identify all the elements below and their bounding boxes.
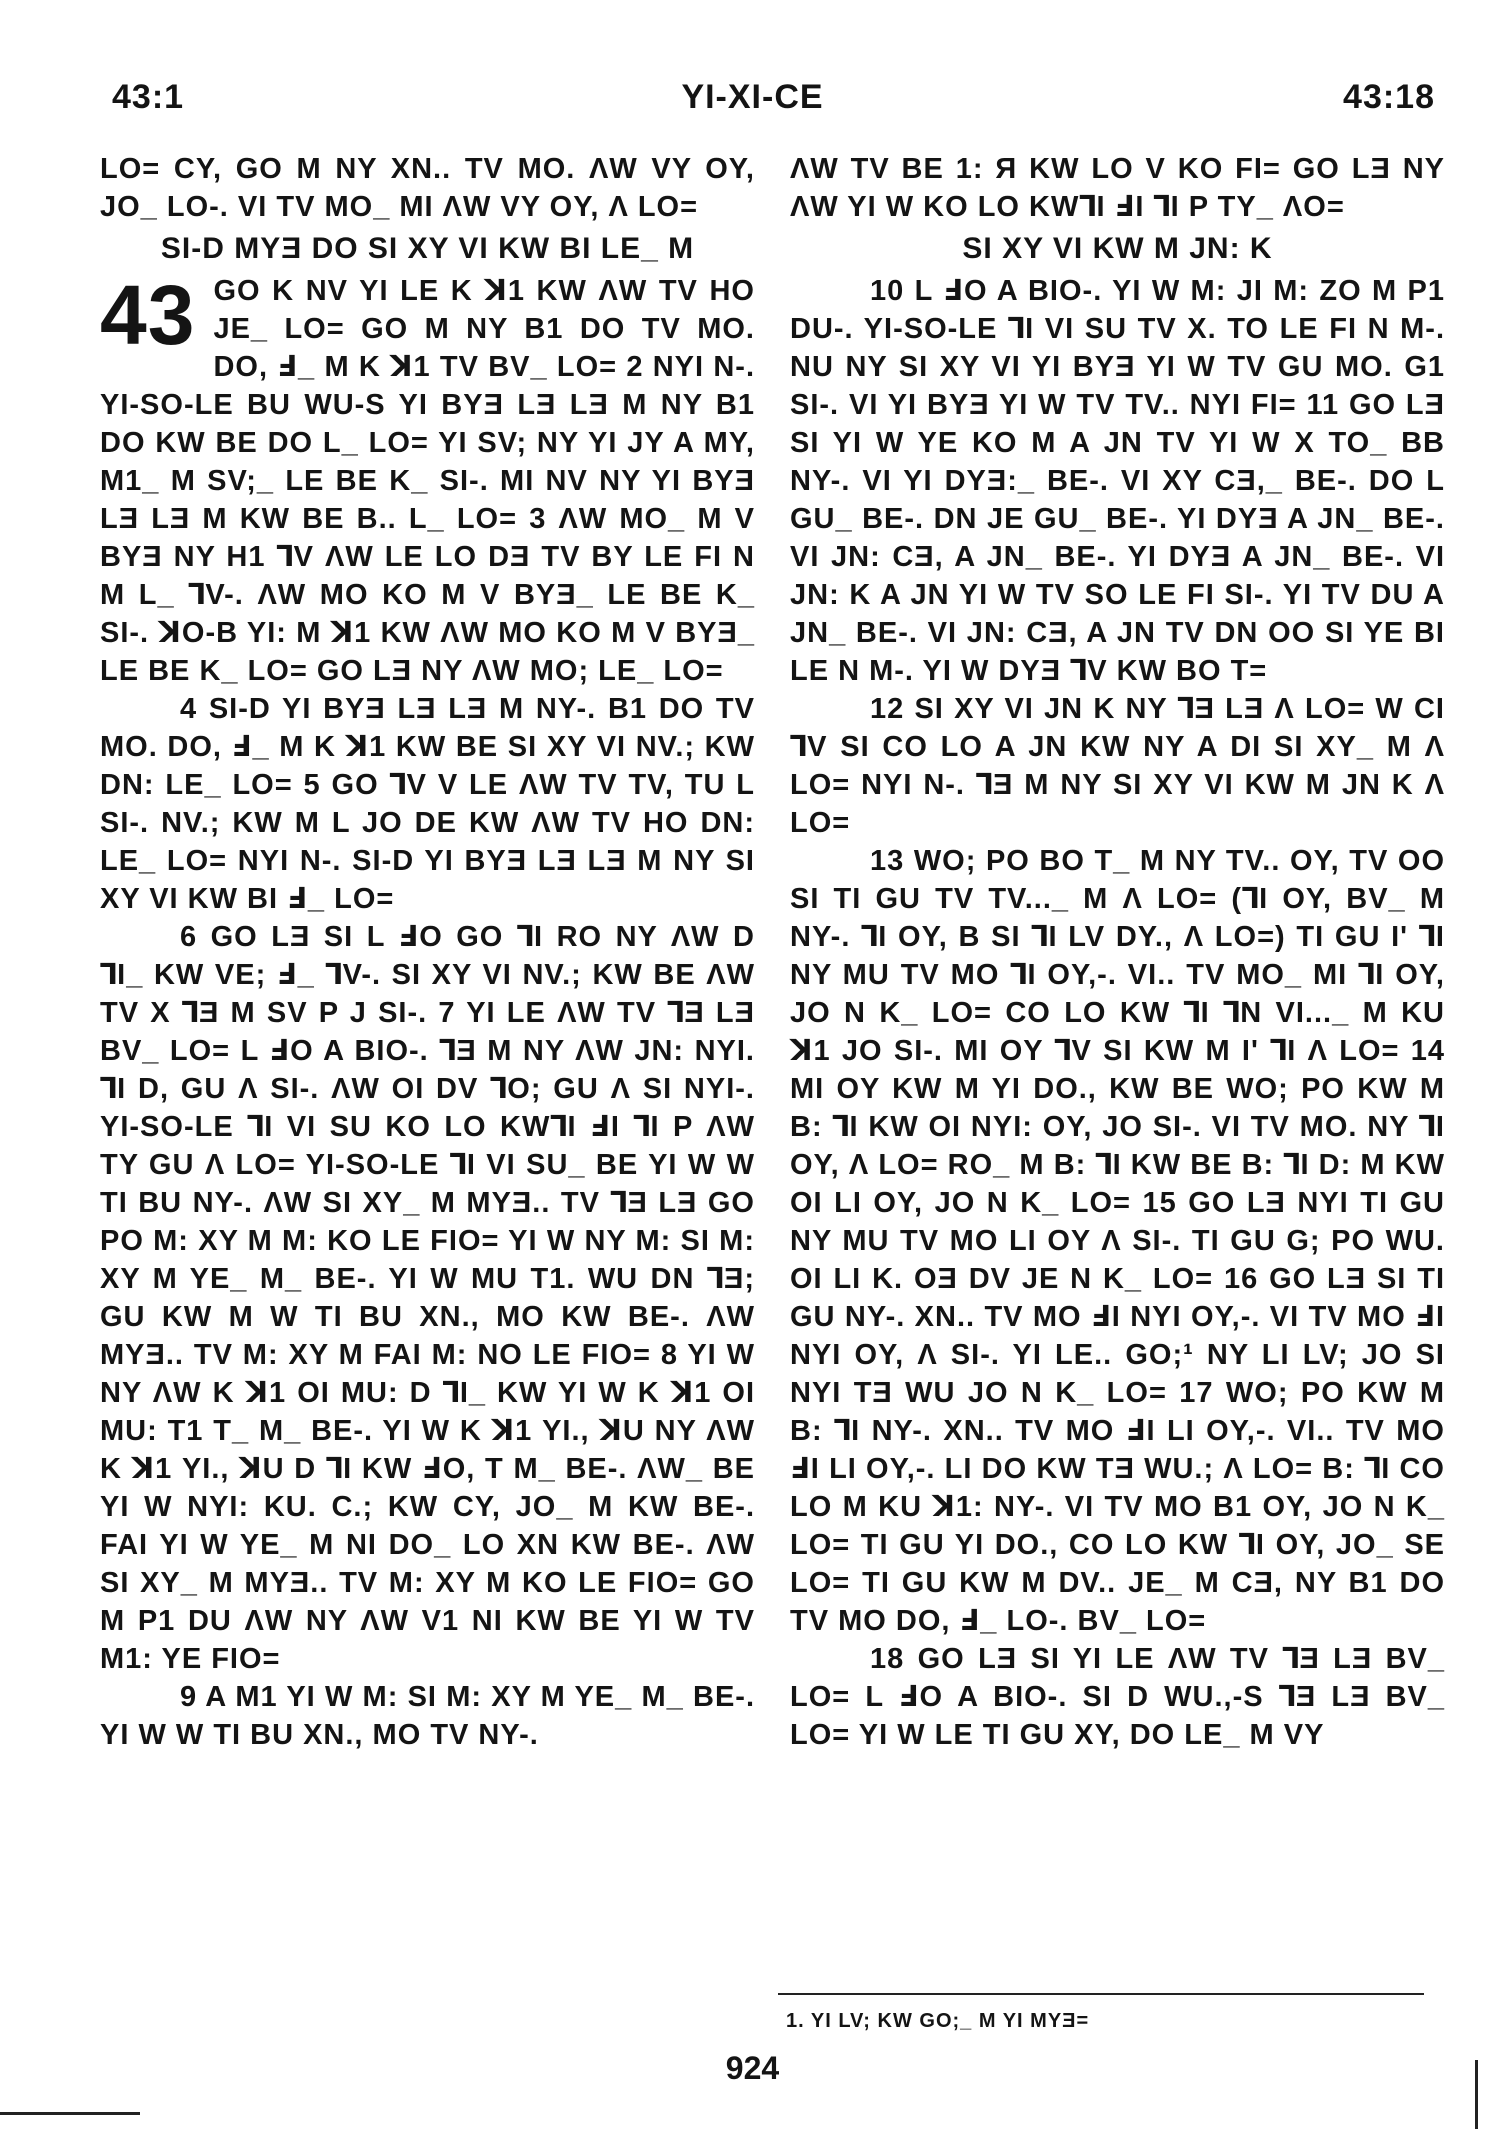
paragraph: 13 WO; PO BO T_ M NY TV.. OY, TV OO SI TI GU TV TV..._ M Λ LO= (⅂I OY, BV_ M NY-. ⅂I OY, B SI ⅂I LV DY., Λ LO=) TI GU I' ⅂I NY MU TV MO ⅂I OY,-. VI.. TV MO_ MI ⅂I OY, JO N K_ LO= CO LO KW ⅂I ⅂N VI..._ M KU ꓘ1 JO SI-. MI OY ⅂V SI KW M I' ⅂I Λ LO= 14 MI OY KW M YI DO., KW BE WO; PO KW M B: ⅂I KW OI NYI: OY, JO SI-. VI TV MO. NY ⅂I OY, Λ LO= RO_ M B: ⅂I KW BE B: ⅂I D: M KW OI LI OY, JO N K_ LO= 15 GO LƎ NYI TI GU NY MU TV MO LI OY Λ SI-. TI GU G; PO WU. OI LI K. OƎ DV JE N K_ LO= 16 GO LƎ SI TI GU NY-. XN.. TV MO ℲI NYI OY,-. VI TV MO ℲI NYI OY, Λ SI-. YI LE.. GO;¹ NY LI LV; JO SI NYI TƎ WU JO N K_ LO= 17 WO; PO KW M B: ⅂I NY-. XN.. TV MO ℲI LI OY,-. VI.. TV MO ℲI LI OY,-. LI DO KW TƎ WU.; Λ LO= B: ⅂I CO LO M KU ꓘ1: NY-. VI TV MO B1 OY, JO N K_ LO= TI GU YI DO., CO LO KW ⅂I OY, JO_ SE LO= TI GU KW M DV.. JE_ M CƎ, NY B1 DO TV MO DO, Ⅎ_ LO-. BV_ LO= xyxy=(790,845,1445,1637)
paragraph: LO= CY, GO M NY XN.. TV MO. ΛW VY OY, JO_ LO-. VI TV MO_ MI ΛW VY OY, Λ LO= xyxy=(100,153,755,223)
footnote-rule xyxy=(778,1993,1424,1995)
section-heading: SI-D MYƎ DO SI XY VI KW BI LE_ M xyxy=(160,232,695,265)
left-column xyxy=(100,150,755,1754)
header-left-reference: 43:1 xyxy=(112,78,185,116)
paragraph: 6 GO LƎ SI L ℲO GO ⅂I RO NY ΛW D ⅂I_ KW VE; Ⅎ_ ⅂V-. SI XY VI NV.; KW BE ΛW TV X ⅂Ǝ M SV P J SI-. 7 YI LE ΛW TV ⅂Ǝ LƎ BV_ LO= L ℲO A BIO-. ⅂Ǝ M NY ΛW JN: NYI. ⅂I D, GU Λ SI-. ΛW OI DV ⅂O; GU Λ SI NYI-. YI-SO-LE ⅂I VI SU KO LO KW⅂I ℲI ⅂I P ΛW TY GU Λ LO= YI-SO-LE ⅂I VI SU_ BE YI W W TI BU NY-. ΛW SI XY_ M MYƎ.. TV ⅂Ǝ LƎ GO PO M: XY M M: KO LE FIO= YI W NY M: SI M: XY M YE_ M_ BE-. YI W MU T1. WU DN ⅂Ǝ; GU KW M W TI BU XN., MO KW BE-. ΛW MYƎ.. TV M: XY M FAI M: NO LE FIO= 8 YI W NY ΛW K ꓘ1 OI MU: D ⅂I_ KW YI W K ꓘ1 OI MU: T1 T_ M_ BE-. YI W K ꓘ1 YI., ꓘU NY ΛW K ꓘ1 YI., ꓘU D ⅂I KW ℲO, T M_ BE-. ΛW_ BE YI W NYI: KU. C.; KW CY, JO_ M KW BE-. FAI YI W YE_ M NI DO_ LO XN KW BE-. ΛW SI XY_ M MYƎ.. TV M: XY M KO LE FIO= GO M P1 DU ΛW NY ΛW V1 NI KW BE YI W TV M1: YE FIO= xyxy=(100,921,755,1675)
scan-edge-mark xyxy=(0,2112,140,2115)
footnote: 1. YI LV; KW GO;_ M YI MYƎ= xyxy=(786,2010,1090,2032)
page-number: 924 xyxy=(725,2050,780,2086)
header-right-reference: 43:18 xyxy=(1343,78,1435,116)
paragraph: 4 SI-D YI BYƎ LƎ LƎ M NY-. B1 DO TV MO. DO, Ⅎ_ M K ꓘ1 KW BE SI XY VI NV.; KW DN: LE_ LO= 5 GO ⅂V V LE ΛW TV TV, TU L SI-. NV.; KW M L JO DE KW ΛW TV HO DN: LE_ LO= NYI N-. SI-D YI BYƎ LƎ LƎ M NY SI XY VI KW BI Ⅎ_ LO= xyxy=(100,693,755,915)
header-book-title: YI-XI-CE xyxy=(681,78,824,116)
chapter-number: 43 xyxy=(100,268,196,362)
paragraph: 9 A M1 YI W M: SI M: XY M YE_ M_ BE-. YI W W TI BU XN., MO TV NY-. xyxy=(100,1681,755,1751)
paragraph: 12 SI XY VI JN K NY ⅂Ǝ LƎ Λ LO= W CI ⅂V SI CO LO A JN KW NY A DI SI XY_ M Λ LO= NYI N-. ⅂Ǝ M NY SI XY VI KW M JN K Λ LO= xyxy=(790,693,1445,839)
paragraph: ΛW TV BE 1: Я KW LO V KO FI= GO LƎ NY ΛW YI W KO LO KW⅂I ℲI ⅂I P TY_ ΛO= xyxy=(790,153,1445,223)
paragraph-text: GO K NV YI LE K ꓘ1 KW ΛW TV HO JE_ LO= GO M NY B1 DO TV MO. DO, Ⅎ_ M K ꓘ1 TV BV_ LO= 2 NYI N-. YI-SO-LE BU WU-S YI BYƎ LƎ LƎ M NY B1 DO KW BE DO L_ LO= YI SV; NY YI JY A MY, M1_ M SV;_ LE BE K_ SI-. MI NV NY YI BYƎ LƎ LƎ M KW BE B.. L_ LO= 3 ΛW MO_ M V BYƎ NY H1 ⅂V ΛW LE LO DƎ TV BY LE FI N M L_ ⅂V-. ΛW MO KO M V BYƎ_ LE BE K_ SI-. ꓘO-B YI: M ꓘ1 KW ΛW MO KO M V BYƎ_ LE BE K_ LO= GO LƎ NY ΛW MO; LE_ LO= xyxy=(100,275,755,687)
section-heading: SI XY VI KW M JN: K xyxy=(962,232,1273,265)
paragraph: 18 GO LƎ SI YI LE ΛW TV ⅂Ǝ LƎ BV_ LO= L ℲO A BIO-. SI D WU.,-S ⅂Ǝ LƎ BV_ LO= YI W LE TI GU XY, DO LE_ M VY xyxy=(790,1643,1445,1751)
right-column xyxy=(790,150,1445,1754)
paragraph xyxy=(100,268,755,690)
scan-edge-mark xyxy=(1475,2060,1478,2129)
paragraph: 10 L ℲO A BIO-. YI W M: JI M: ZO M P1 DU-. YI-SO-LE ⅂I VI SU TV X. TO LE FI N M-. NU NY SI XY VI YI BYƎ YI W TV GU MO. G1 SI-. VI YI BYƎ YI W TV TV.. NYI FI= 11 GO LƎ SI YI W YE KO M A JN TV YI W X TO_ BB NY-. VI YI DYƎ:_ BE-. VI XY CƎ,_ BE-. DO L GU_ BE-. DN JE GU_ BE-. YI DYƎ A JN_ BE-. VI JN: CƎ, A JN_ BE-. YI DYƎ A JN_ BE-. VI JN: K A JN YI W TV SO LE FI SI-. YI TV DU A JN_ BE-. VI JN: CƎ, A JN TV DN OO SI YE BI LE N M-. YI W DYƎ ⅂V KW BO T= xyxy=(790,275,1445,687)
